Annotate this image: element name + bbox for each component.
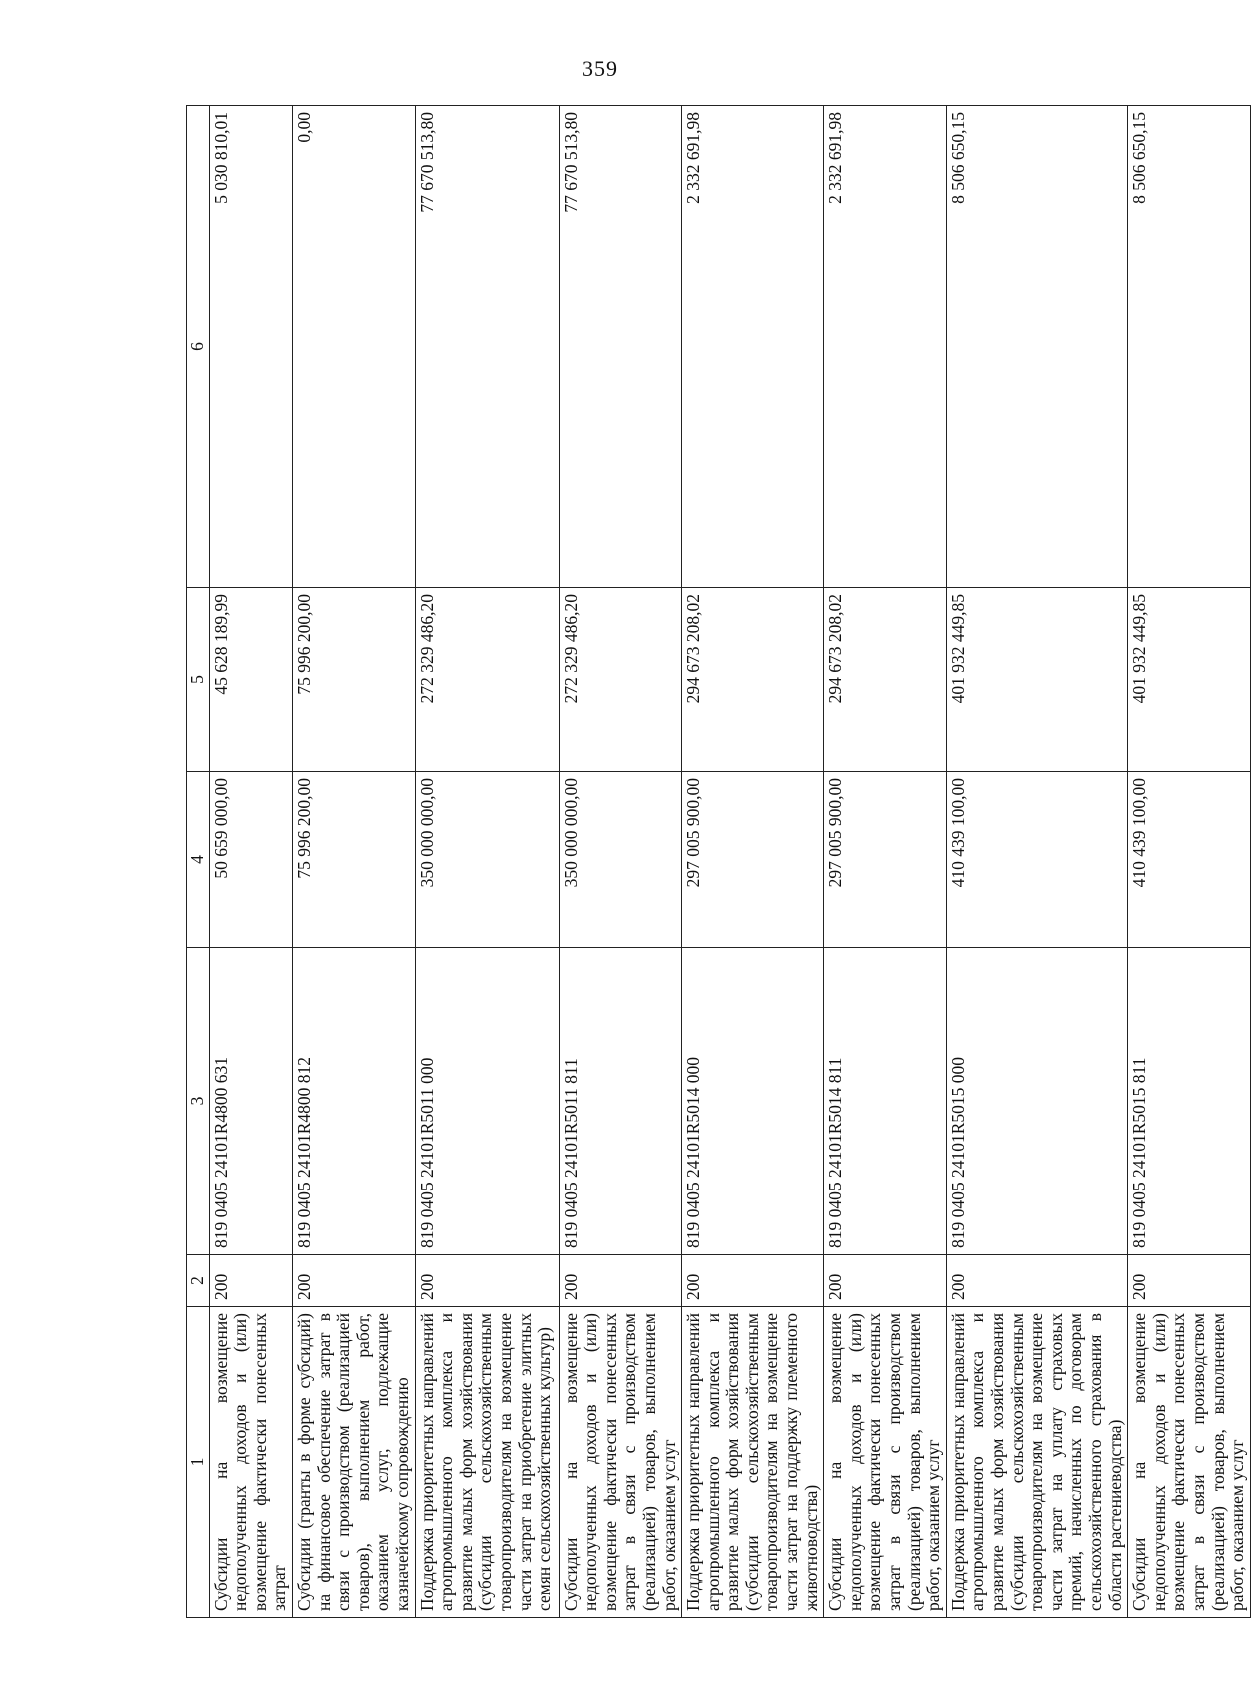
row-budget-code: 819 0405 24101R4800 812 (292, 948, 415, 1255)
rotated-table-frame (186, 106, 1248, 1618)
row-amount-col6: 77 670 513,80 (559, 106, 682, 588)
row-amount-col6: 5 030 810,01 (209, 106, 292, 588)
row-amount-col4: 350 000 000,00 (559, 772, 682, 948)
row-description: Субсидии (гранты в форме субсидий) на финансовое обеспечение затрат в связи с производством (реализацией товаров), выполнением работ, оказанием услуг, подлежащие казначейскому сопровождению (292, 1307, 415, 1618)
row-column-2: 200 (415, 1255, 559, 1307)
table-row (559, 106, 682, 1618)
row-column-2: 200 (559, 1255, 682, 1307)
row-description: Поддержка приоритетных направлений агропромышленного комплекса и развитие малых форм хозяйствования (субсидии сельскохозяйственным товаропроизводителям на возмещение части затрат на приобретение элитных семян сельскохозяйственных культур) (415, 1307, 559, 1618)
row-description: Поддержка приоритетных направлений агропромышленного комплекса и развитие малых форм хозяйствования (субсидии сельскохозяйственным товаропроизводителям на возмещение части затрат на поддержку племенного животноводства) (682, 1307, 824, 1618)
row-amount-col4: 75 996 200,00 (292, 772, 415, 948)
column-header: 4 (187, 772, 210, 948)
row-amount-col5: 45 628 189,99 (209, 588, 292, 772)
row-amount-col6: 0,00 (292, 106, 415, 588)
row-amount-col4: 50 659 000,00 (209, 772, 292, 948)
row-amount-col4: 410 439 100,00 (1128, 772, 1251, 948)
row-column-2: 200 (209, 1255, 292, 1307)
column-header: 6 (187, 106, 210, 588)
row-column-2: 200 (946, 1255, 1127, 1307)
row-column-2: 200 (292, 1255, 415, 1307)
row-amount-col6: 8 506 650,15 (946, 106, 1127, 588)
row-amount-col4: 410 439 100,00 (946, 772, 1127, 948)
row-amount-col5: 294 673 208,02 (682, 588, 824, 772)
row-amount-col5: 294 673 208,02 (824, 588, 947, 772)
row-column-2: 200 (824, 1255, 947, 1307)
row-budget-code: 819 0405 24101R5011 811 (559, 948, 682, 1255)
table-header-row (187, 106, 210, 1618)
row-amount-col5: 401 932 449,85 (1128, 588, 1251, 772)
row-description: Субсидии на возмещение недополученных доходов и (или) возмещение фактически понесенных затрат в связи с производством (реализацией) товаров, выполнением работ, оказанием услуг (1128, 1307, 1251, 1618)
row-budget-code: 819 0405 24101R5015 811 (1128, 948, 1251, 1255)
row-budget-code: 819 0405 24101R5014 811 (824, 948, 947, 1255)
row-amount-col5: 272 329 486,20 (415, 588, 559, 772)
row-amount-col5: 75 996 200,00 (292, 588, 415, 772)
row-amount-col4: 297 005 900,00 (682, 772, 824, 948)
table-row (946, 106, 1127, 1618)
budget-table (186, 105, 1251, 1618)
table-row (209, 106, 292, 1618)
row-column-2: 200 (682, 1255, 824, 1307)
column-header: 1 (187, 1307, 210, 1618)
row-amount-col6: 77 670 513,80 (415, 106, 559, 588)
row-amount-col5: 401 932 449,85 (946, 588, 1127, 772)
column-header: 5 (187, 588, 210, 772)
row-amount-col4: 297 005 900,00 (824, 772, 947, 948)
row-amount-col4: 350 000 000,00 (415, 772, 559, 948)
row-amount-col5: 272 329 486,20 (559, 588, 682, 772)
row-description: Поддержка приоритетных направлений агропромышленного комплекса и развитие малых форм хозяйствования (субсидии сельскохозяйственным товаропроизводителям на возмещение части затрат на уплату страховых премий, начисленных по договорам сельскохозяйственного страхования в области растениеводства) (946, 1307, 1127, 1618)
table-row (415, 106, 559, 1618)
row-amount-col6: 2 332 691,98 (824, 106, 947, 588)
row-description: Субсидии на возмещение недополученных доходов и (или) возмещение фактически понесенных затрат в связи с производством (реализацией) товаров, выполнением работ, оказанием услуг (824, 1307, 947, 1618)
table-row (682, 106, 824, 1618)
row-budget-code: 819 0405 24101R5015 000 (946, 948, 1127, 1255)
column-header: 2 (187, 1255, 210, 1307)
row-column-2: 200 (1128, 1255, 1251, 1307)
column-header: 3 (187, 948, 210, 1255)
page-number: 359 (582, 56, 618, 81)
table-row (1128, 106, 1251, 1618)
row-budget-code: 819 0405 24101R5011 000 (415, 948, 559, 1255)
row-amount-col6: 2 332 691,98 (682, 106, 824, 588)
row-budget-code: 819 0405 24101R4800 631 (209, 948, 292, 1255)
row-description: Субсидии на возмещение недополученных доходов и (или) возмещение фактически понесенных затрат в связи с производством (реализацией) товаров, выполнением работ, оказанием услуг (559, 1307, 682, 1618)
table-row (824, 106, 947, 1618)
row-amount-col6: 8 506 650,15 (1128, 106, 1251, 588)
row-budget-code: 819 0405 24101R5014 000 (682, 948, 824, 1255)
row-description: Субсидии на возмещение недополученных доходов и (или) возмещение фактически понесенных затрат (209, 1307, 292, 1618)
table-row (292, 106, 415, 1618)
